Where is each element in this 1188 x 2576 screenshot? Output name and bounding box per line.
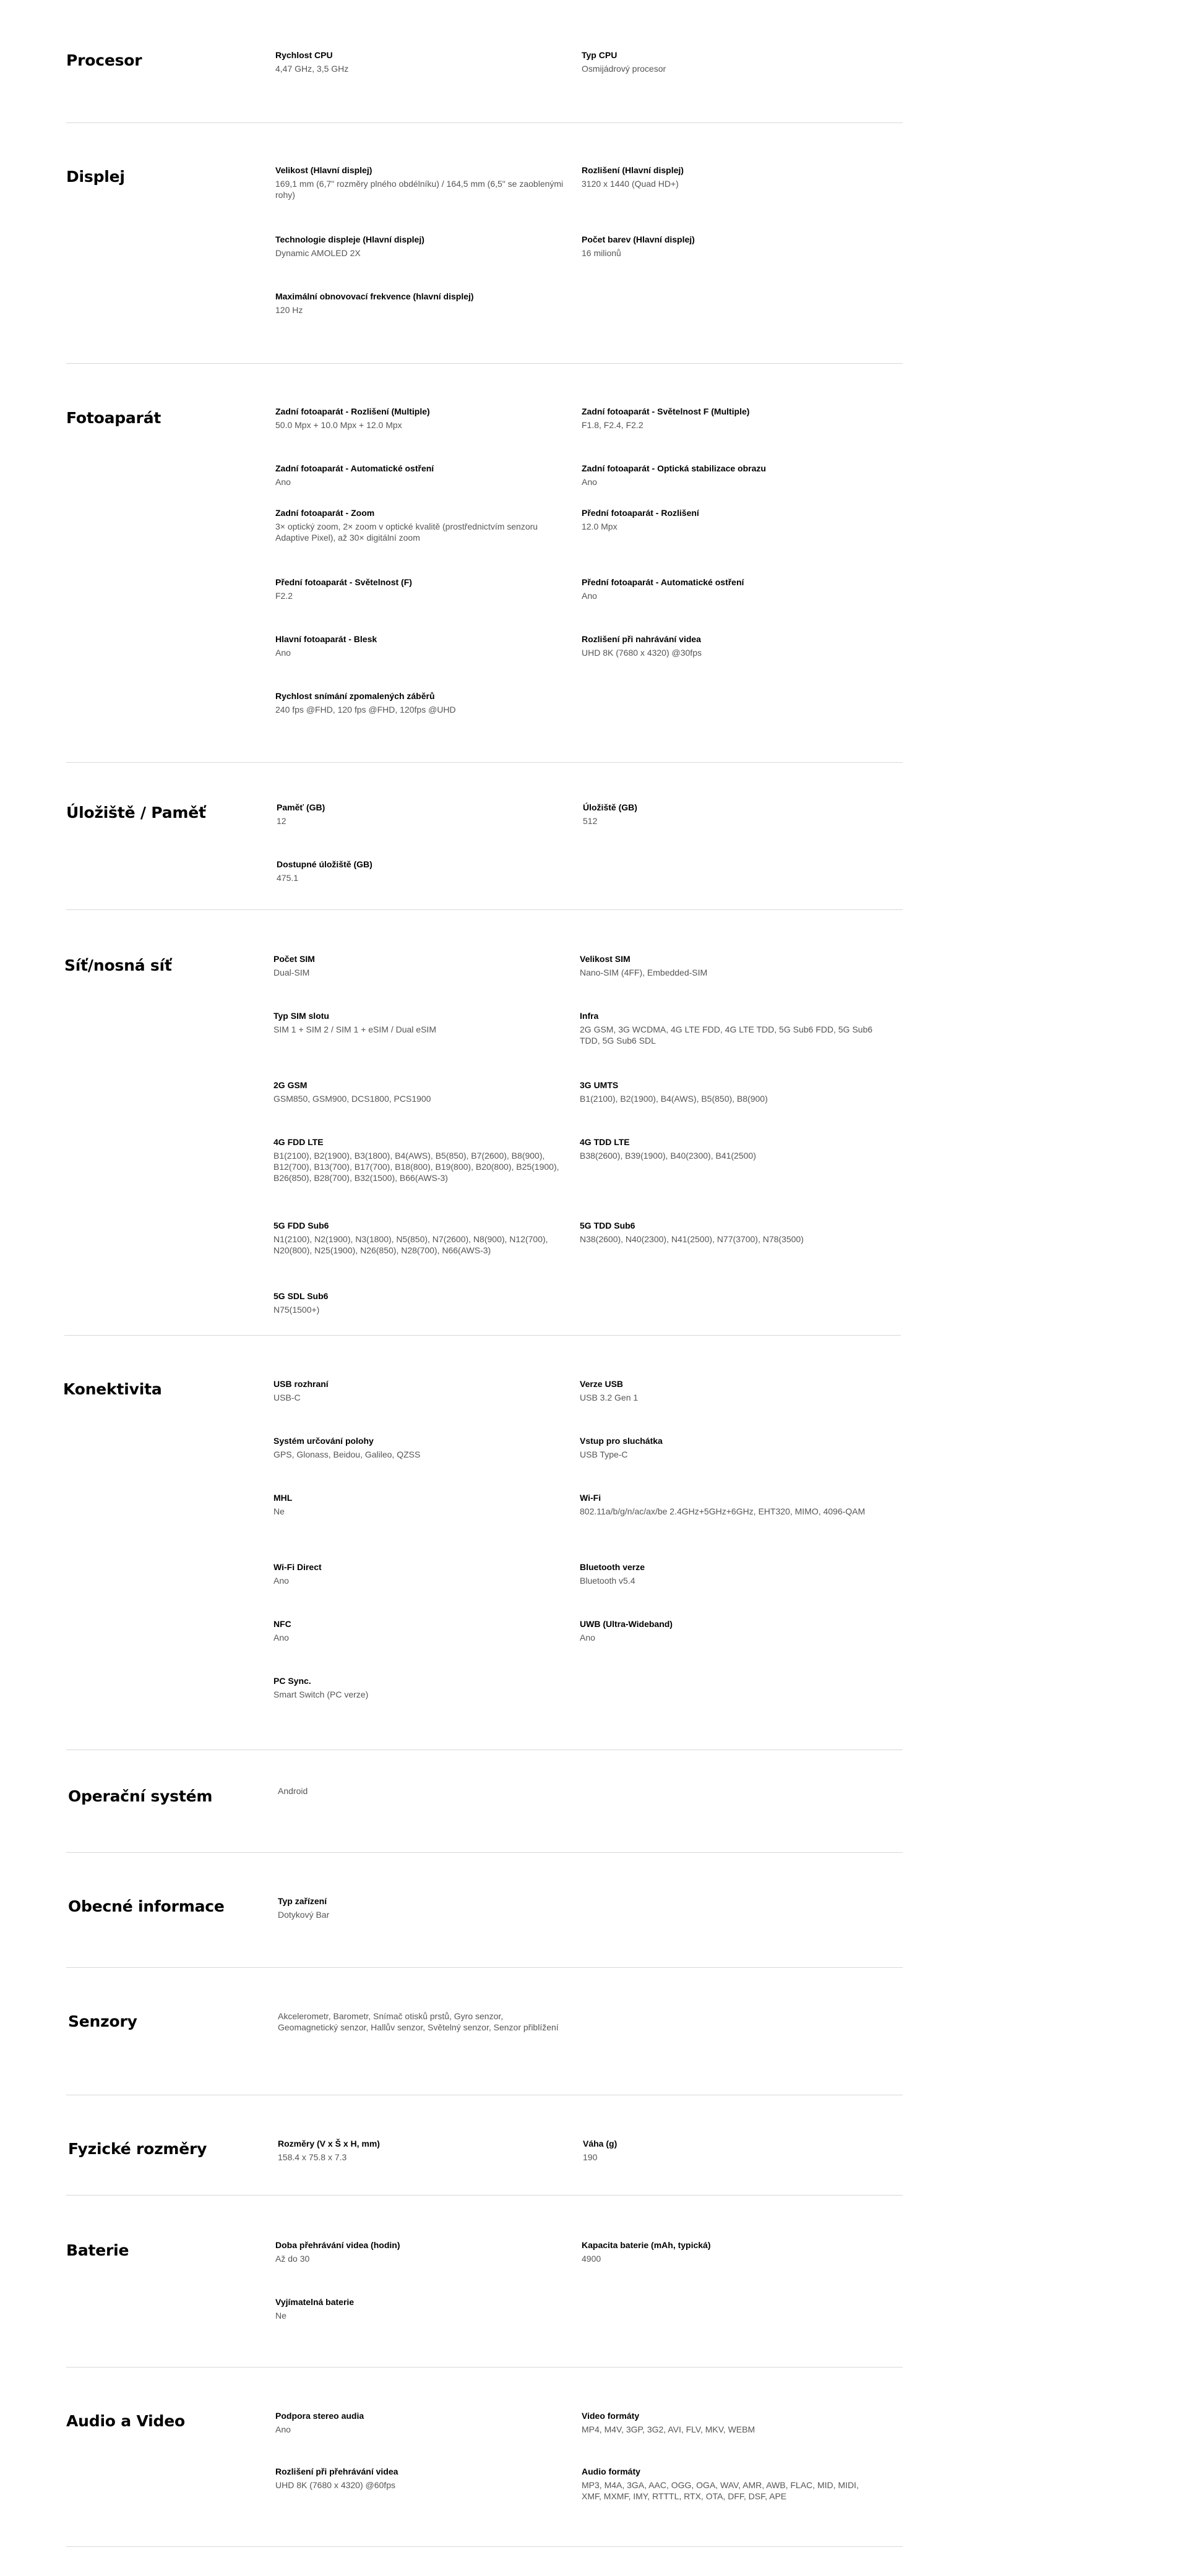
spec-label: PC Sync. xyxy=(273,1676,311,1686)
spec-value: MP4, M4V, 3GP, 3G2, AVI, FLV, MKV, WEBM xyxy=(582,2424,755,2434)
spec-value: 158.4 x 75.8 x 7.3 xyxy=(278,2152,347,2162)
spec-value: 16 milionů xyxy=(582,248,621,258)
spec-item xyxy=(580,1618,874,1643)
spec-label: Váha (g) xyxy=(583,2139,618,2149)
spec-value: 120 Hz xyxy=(275,305,303,315)
spec-label: Verze USB xyxy=(580,1379,624,1389)
spec-value: Dotykový Bar xyxy=(278,1910,330,1920)
spec-item xyxy=(275,2239,569,2264)
spec-item xyxy=(273,1080,567,1104)
spec-label: Úložiště (GB) xyxy=(583,802,637,812)
spec-item xyxy=(273,1136,567,1183)
spec-value: Osmijádrový procesor xyxy=(582,64,666,74)
spec-value: N38(2600), N40(2300), N41(2500), N77(3700), N78(3500) xyxy=(580,1234,804,1244)
section-title: Procesor xyxy=(66,51,142,69)
spec-value: 2G GSM, 3G WCDMA, 4G LTE FDD, 4G LTE TDD, 5G Sub6 FDD, 5G Sub6 TDD, 5G Sub6 SDL xyxy=(580,1024,873,1045)
section-divider xyxy=(66,1852,903,1853)
spec-value: Ano xyxy=(275,648,291,658)
spec-value: F1.8, F2.4, F2.2 xyxy=(582,420,644,430)
spec-value: 802.11a/b/g/n/ac/ax/be 2.4GHz+5GHz+6GHz, EHT320, MIMO, 4096-QAM xyxy=(580,1506,866,1516)
spec-label: Velikost SIM xyxy=(580,954,631,964)
spec-label: 3G UMTS xyxy=(580,1080,619,1090)
spec-item xyxy=(583,2138,877,2163)
spec-item xyxy=(278,2138,572,2163)
spec-label: Přední fotoaparát - Světelnost (F) xyxy=(275,577,412,587)
spec-item xyxy=(275,2296,569,2321)
spec-item xyxy=(275,234,569,259)
spec-label: Wi-Fi xyxy=(580,1493,601,1503)
section-title: Fotoaparát xyxy=(66,409,161,427)
spec-item xyxy=(275,165,569,200)
spec-item xyxy=(275,2466,569,2491)
spec-item xyxy=(273,1378,567,1403)
section-divider xyxy=(66,909,903,910)
spec-item xyxy=(275,507,569,543)
spec-label: Maximální obnovovací frekvence (hlavní displej) xyxy=(275,291,474,301)
section-title: Audio a Video xyxy=(66,2412,185,2430)
spec-value: UHD 8K (7680 x 4320) @60fps xyxy=(275,2480,395,2490)
spec-item xyxy=(582,2466,876,2502)
spec-item xyxy=(580,953,874,978)
spec-label: 5G FDD Sub6 xyxy=(273,1221,329,1230)
spec-value: Dual-SIM xyxy=(273,968,310,977)
spec-label: Zadní fotoaparát - Automatické ostření xyxy=(275,463,434,473)
spec-value: B1(2100), B2(1900), B3(1800), B4(AWS), B5(850), B7(2600), B8(900), B12(700), B13(700), B17(700), B18(800), B19(800), B20(800), B25(1900), B26(850), B28(700), B32(1500), B66(AWS-3) xyxy=(273,1151,559,1183)
section-divider xyxy=(66,363,903,364)
spec-value: UHD 8K (7680 x 4320) @30fps xyxy=(582,648,702,658)
spec-value: 3120 x 1440 (Quad HD+) xyxy=(582,179,679,189)
spec-item xyxy=(580,1378,874,1403)
spec-label: Technologie displeje (Hlavní displej) xyxy=(275,234,424,244)
spec-item xyxy=(273,1618,567,1643)
spec-label: MHL xyxy=(273,1493,293,1503)
spec-label: Rychlost CPU xyxy=(275,50,333,60)
spec-label: 2G GSM xyxy=(273,1080,308,1090)
spec-item xyxy=(580,1561,874,1586)
spec-label: Infra xyxy=(580,1011,599,1021)
spec-label: Video formáty xyxy=(582,2411,640,2421)
spec-label: 4G FDD LTE xyxy=(273,1137,324,1147)
spec-item xyxy=(582,577,876,601)
section-divider xyxy=(66,2195,903,2196)
spec-label: Zadní fotoaparát - Rozlišení (Multiple) xyxy=(275,406,430,416)
spec-label: 5G SDL Sub6 xyxy=(273,1291,329,1301)
spec-item xyxy=(277,802,570,826)
spec-label: Typ CPU xyxy=(582,50,618,60)
spec-item xyxy=(275,577,569,601)
spec-item xyxy=(580,1136,874,1161)
spec-item xyxy=(278,1896,572,1920)
spec-item xyxy=(273,1561,567,1586)
spec-value: 12 xyxy=(277,816,286,826)
section-title: Senzory xyxy=(68,2012,137,2030)
spec-value: GSM850, GSM900, DCS1800, PCS1900 xyxy=(273,1094,431,1104)
spec-label: 4G TDD LTE xyxy=(580,1137,630,1147)
spec-item xyxy=(582,165,876,189)
spec-item xyxy=(583,802,877,826)
spec-label: Přední fotoaparát - Automatické ostření xyxy=(582,577,744,587)
section-divider xyxy=(66,2367,903,2368)
spec-label: Zadní fotoaparát - Zoom xyxy=(275,508,375,518)
spec-item xyxy=(582,463,876,487)
spec-label: NFC xyxy=(273,1619,291,1629)
spec-item xyxy=(275,2410,569,2435)
spec-label: Dostupné úložiště (GB) xyxy=(277,859,372,869)
spec-label: Rozlišení (Hlavní displej) xyxy=(582,165,684,175)
spec-value: Ano xyxy=(582,477,597,487)
spec-label: Paměť (GB) xyxy=(277,802,325,812)
spec-label: Wi-Fi Direct xyxy=(273,1562,322,1572)
section-divider xyxy=(66,2546,903,2547)
spec-item xyxy=(278,2011,562,2033)
spec-value: Smart Switch (PC verze) xyxy=(273,1689,369,1699)
section-title: Baterie xyxy=(66,2241,129,2259)
section-title: Operační systém xyxy=(68,1787,213,1805)
spec-item xyxy=(275,49,569,74)
spec-value: 240 fps @FHD, 120 fps @FHD, 120fps @UHD xyxy=(275,705,456,715)
spec-label: Rozměry (V x Š x H, mm) xyxy=(278,2139,380,2149)
spec-label: Přední fotoaparát - Rozlišení xyxy=(582,508,699,518)
spec-value: Ano xyxy=(273,1633,289,1642)
section-title: Úložiště / Paměť xyxy=(66,804,206,822)
section-divider xyxy=(64,1335,901,1336)
spec-label: UWB (Ultra-Wideband) xyxy=(580,1619,673,1629)
spec-item xyxy=(275,463,569,487)
spec-label: Bluetooth verze xyxy=(580,1562,645,1572)
spec-item xyxy=(582,2410,876,2435)
spec-value: F2.2 xyxy=(275,591,293,601)
spec-item xyxy=(582,633,876,658)
spec-value: Ano xyxy=(580,1633,595,1642)
spec-value: 3× optický zoom, 2× zoom v optické kvalitě (prostřednictvím senzoru Adaptive Pixel), až 30× digitální zoom xyxy=(275,522,538,543)
spec-item xyxy=(580,1220,874,1245)
spec-item xyxy=(273,953,567,978)
spec-item xyxy=(273,1220,567,1256)
spec-value: GPS, Glonass, Beidou, Galileo, QZSS xyxy=(273,1449,421,1459)
section-title: Displej xyxy=(66,168,125,186)
section-divider xyxy=(66,1967,903,1968)
spec-label: Kapacita baterie (mAh, typická) xyxy=(582,2240,711,2250)
spec-label: Velikost (Hlavní displej) xyxy=(275,165,372,175)
spec-item xyxy=(275,633,569,658)
spec-value: Ano xyxy=(582,591,597,601)
spec-value: USB Type-C xyxy=(580,1449,628,1459)
spec-value: 475.1 xyxy=(277,873,299,883)
spec-value: 512 xyxy=(583,816,598,826)
spec-item xyxy=(582,234,876,259)
spec-item xyxy=(273,1492,567,1517)
spec-value: 50.0 Mpx + 10.0 Mpx + 12.0 Mpx xyxy=(275,420,402,430)
section-divider xyxy=(66,762,903,763)
spec-value: Ne xyxy=(275,2311,286,2321)
spec-label: Podpora stereo audia xyxy=(275,2411,364,2421)
spec-value: 4900 xyxy=(582,2254,601,2264)
spec-value: USB 3.2 Gen 1 xyxy=(580,1393,639,1402)
spec-label: Zadní fotoaparát - Optická stabilizace obrazu xyxy=(582,463,766,473)
section-title: Obecné informace xyxy=(68,1897,225,1915)
spec-value: USB-C xyxy=(273,1393,301,1402)
spec-value: Android xyxy=(278,1786,308,1796)
spec-item xyxy=(582,507,876,532)
spec-value: B1(2100), B2(1900), B4(AWS), B5(850), B8(900) xyxy=(580,1094,768,1104)
spec-label: Rychlost snímání zpomalených záběrů xyxy=(275,691,435,701)
spec-item xyxy=(580,1080,874,1104)
spec-value: B38(2600), B39(1900), B40(2300), B41(2500) xyxy=(580,1151,756,1161)
spec-label: Počet barev (Hlavní displej) xyxy=(582,234,695,244)
spec-label: Audio formáty xyxy=(582,2467,640,2476)
spec-item xyxy=(580,1435,874,1460)
spec-label: Počet SIM xyxy=(273,954,315,964)
spec-label: Systém určování polohy xyxy=(273,1436,374,1446)
spec-value: Ano xyxy=(275,2424,291,2434)
spec-item xyxy=(273,1435,567,1460)
spec-item xyxy=(275,406,569,431)
spec-value: N75(1500+) xyxy=(273,1305,320,1315)
spec-value: 12.0 Mpx xyxy=(582,522,618,531)
spec-value: Ano xyxy=(275,477,291,487)
spec-value: MP3, M4A, 3GA, AAC, OGG, OGA, WAV, AMR, AWB, FLAC, MID, MIDI, XMF, MXMF, IMY, RTTTL, RTX, OTA, DFF, DSF, APE xyxy=(582,2480,859,2501)
spec-value: 4,47 GHz, 3,5 GHz xyxy=(275,64,349,74)
spec-value: Dynamic AMOLED 2X xyxy=(275,248,361,258)
spec-label: 5G TDD Sub6 xyxy=(580,1221,635,1230)
spec-label: USB rozhraní xyxy=(273,1379,329,1389)
spec-label: Vstup pro sluchátka xyxy=(580,1436,663,1446)
spec-label: Rozlišení při přehrávání videa xyxy=(275,2467,398,2476)
spec-item xyxy=(580,1492,874,1517)
spec-label: Hlavní fotoaparát - Blesk xyxy=(275,634,377,644)
spec-value: Akcelerometr, Barometr, Snímač otisků prstů, Gyro senzor, Geomagnetický senzor, Hallův senzor, Světelný senzor, Senzor přiblížení xyxy=(278,2011,559,2032)
spec-value: Ne xyxy=(273,1506,285,1516)
spec-value: 169,1 mm (6,7" rozměry plného obdélníku) / 164,5 mm (6,5" se zaoblenými rohy) xyxy=(275,179,564,200)
spec-label: Typ SIM slotu xyxy=(273,1011,329,1021)
section-title: Konektivita xyxy=(63,1380,162,1398)
spec-item xyxy=(273,1675,567,1700)
spec-value: Bluetooth v5.4 xyxy=(580,1576,635,1586)
spec-item xyxy=(582,406,876,431)
spec-value: N1(2100), N2(1900), N3(1800), N5(850), N7(2600), N8(900), N12(700), N20(800), N25(1900), N26(850), N28(700), N66(AWS-3) xyxy=(273,1234,548,1255)
spec-value: Až do 30 xyxy=(275,2254,310,2264)
spec-item xyxy=(275,690,569,715)
spec-value: 190 xyxy=(583,2152,598,2162)
section-divider xyxy=(66,122,903,123)
spec-item xyxy=(277,859,570,883)
spec-label: Rozlišení při nahrávání videa xyxy=(582,634,701,644)
section-title: Síť/nosná síť xyxy=(64,956,172,974)
spec-item xyxy=(278,1785,572,1797)
spec-value: Nano-SIM (4FF), Embedded-SIM xyxy=(580,968,708,977)
spec-item xyxy=(580,1010,874,1046)
spec-label: Vyjímatelná baterie xyxy=(275,2297,355,2307)
spec-item xyxy=(582,49,876,74)
spec-label: Zadní fotoaparát - Světelnost F (Multiple) xyxy=(582,406,750,416)
spec-value: Ano xyxy=(273,1576,289,1586)
spec-label: Typ zařízení xyxy=(278,1896,327,1906)
spec-item xyxy=(273,1290,567,1315)
section-title: Fyzické rozměry xyxy=(68,2140,207,2158)
spec-item xyxy=(275,291,569,316)
spec-label: Doba přehrávání videa (hodin) xyxy=(275,2240,400,2250)
spec-item xyxy=(273,1010,567,1035)
spec-value: SIM 1 + SIM 2 / SIM 1 + eSIM / Dual eSIM xyxy=(273,1024,436,1034)
spec-item xyxy=(582,2239,876,2264)
